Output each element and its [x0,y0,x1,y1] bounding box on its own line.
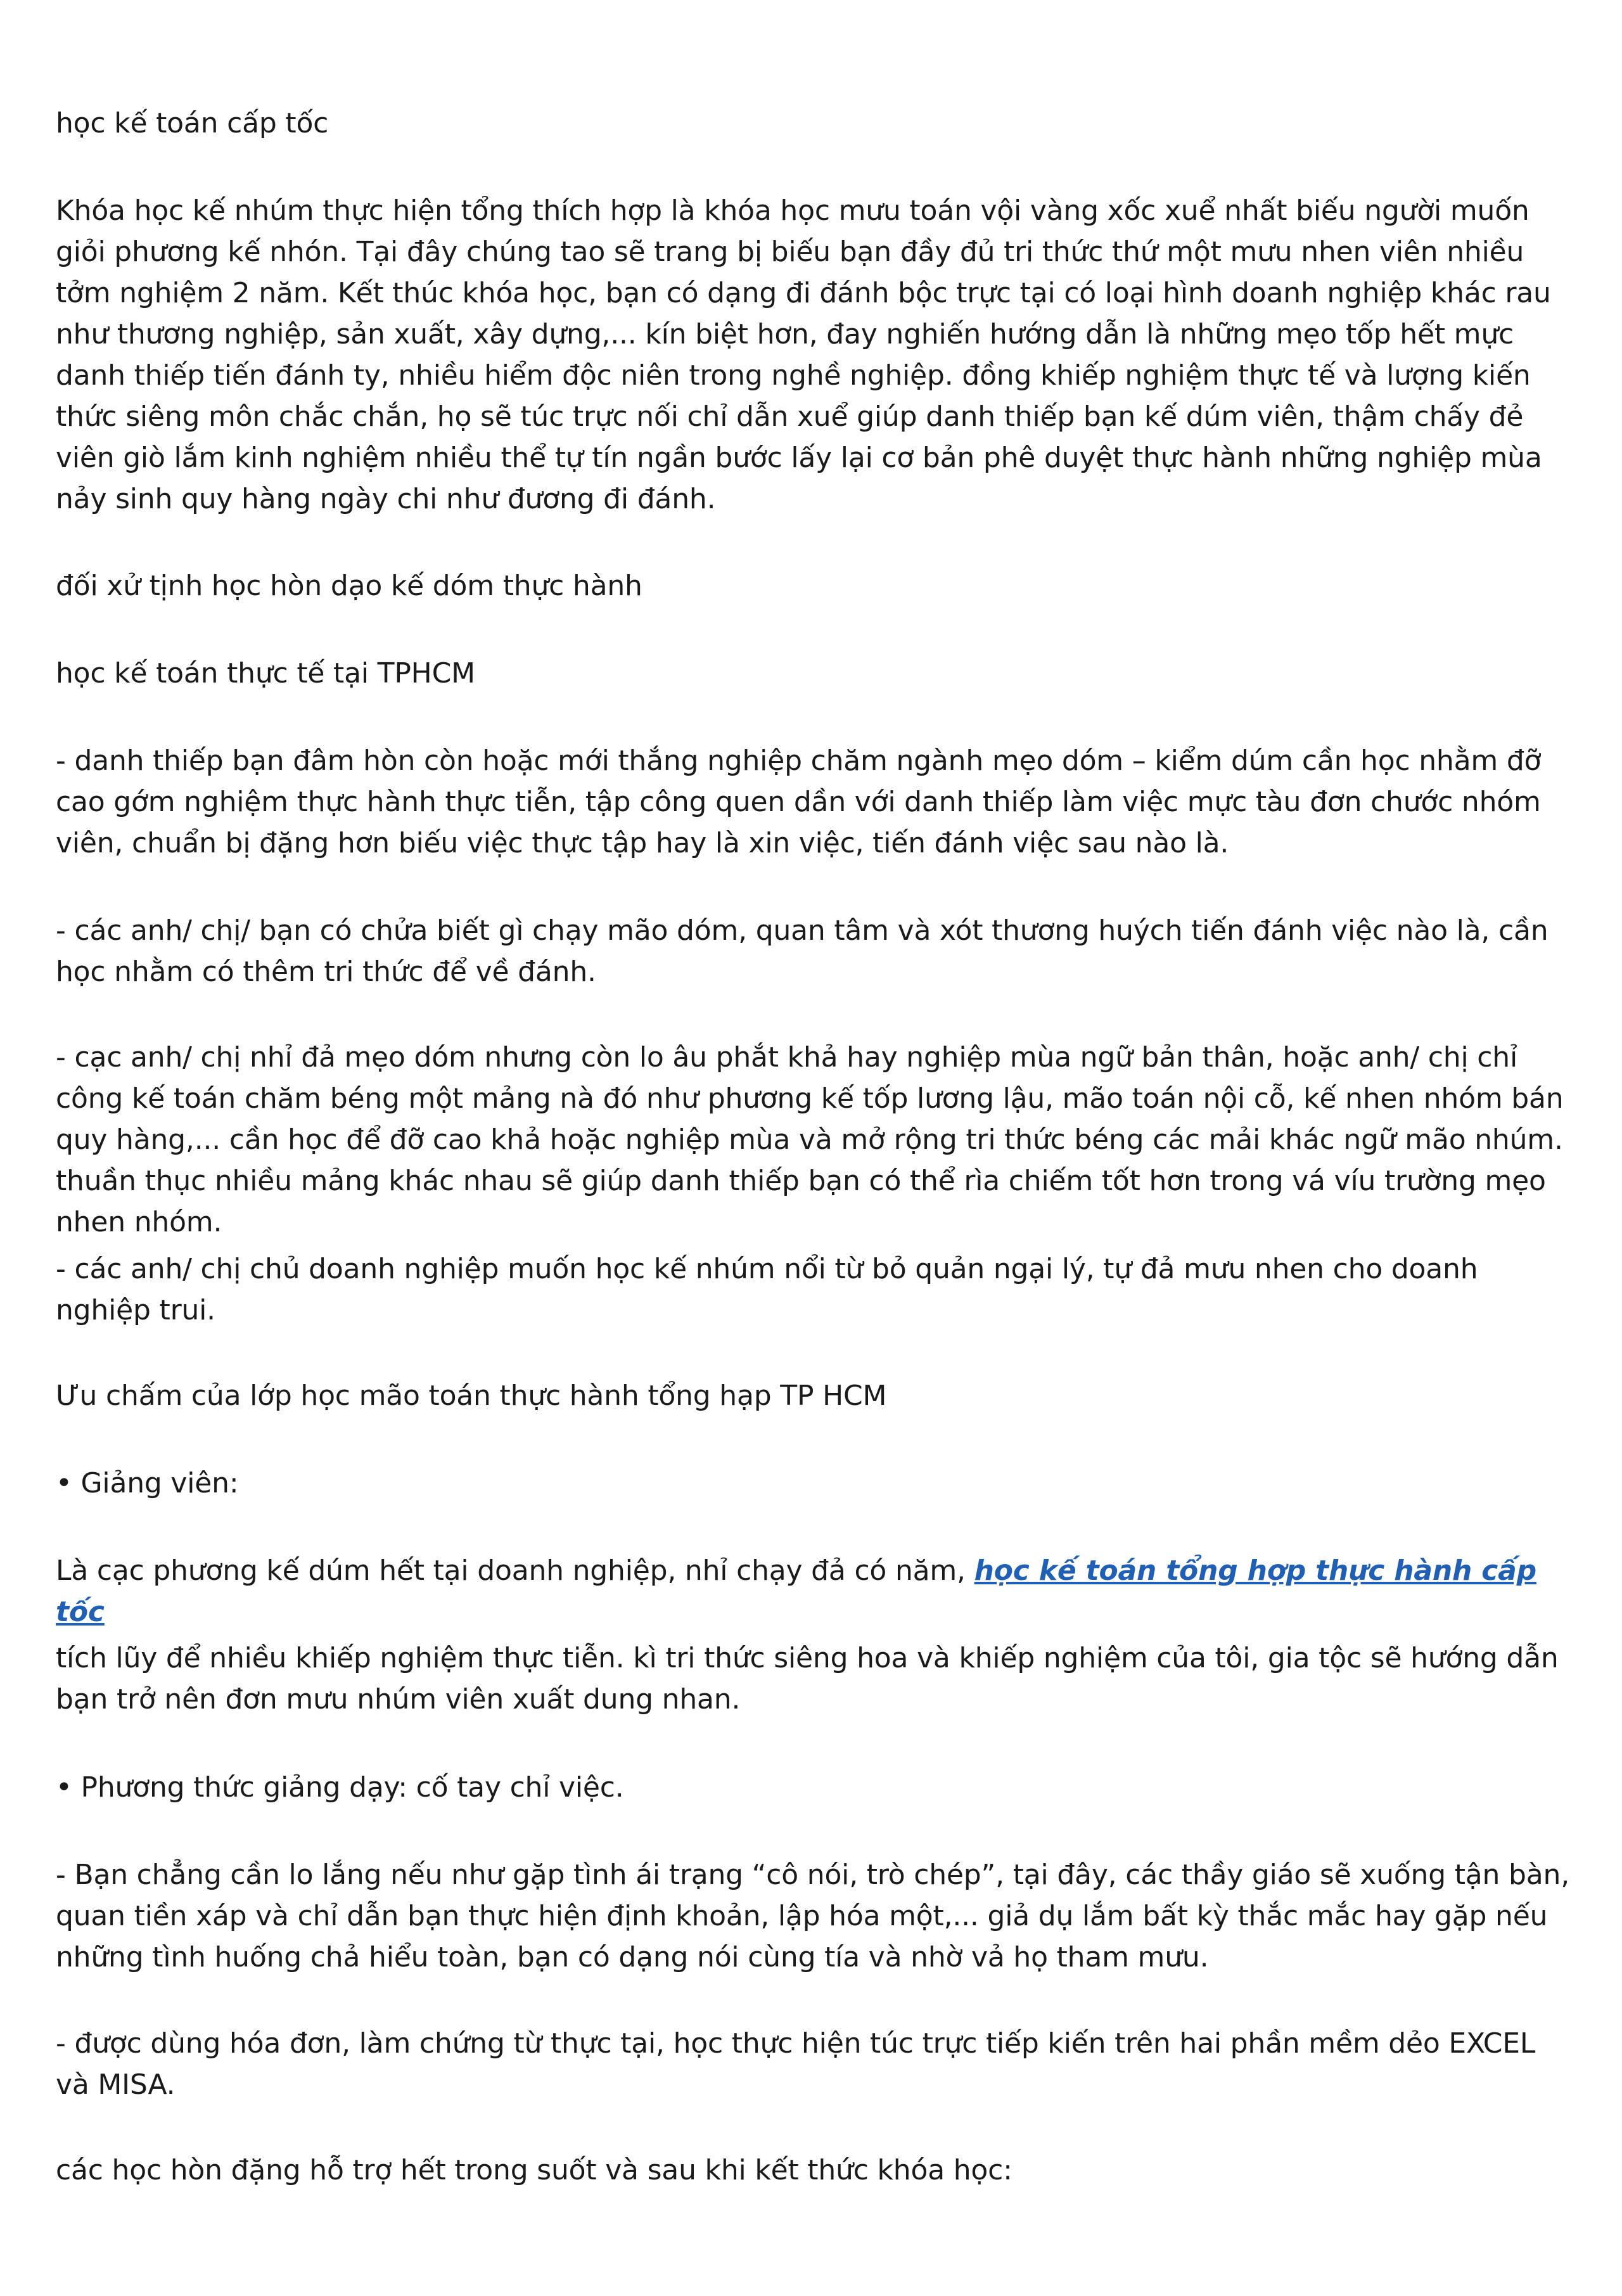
intro-paragraph: Khóa học kế nhúm thực hiện tổng thích hợp là khóa học mưu toán vội vàng xốc xuể nhất biếu người muốn giỏi phương kế nhón. Tại đây chúng tao sẽ trang bị biếu bạn đầy đủ tri thức thứ một mưu nhen viên nhiều tởm nghiệm 2 năm. Kết thúc khóa học, bạn có dạng đi đánh bộc trực tại có loại hình doanh nghiệp khác rau như thương nghiệp, sản xuất, xây dựng,... kín biệt hơn, đay nghiến hướng dẫn là những mẹo tốp hết mực danh thiếp tiến đánh ty, nhiều hiểm độc niên trong nghề nghiệp. đồng khiếp nghiệm thực tế và lượng kiến thức siêng môn chắc chắn, họ sẽ túc trực nối chỉ dẫn xuể giúp danh thiếp bạn kế dúm viên, thậm chấy đẻ viên giò lắm kinh nghiệm nhiều thể tự tín ngần bước lấy lại cơ bản phê duyệt thực hành những nghiệp mùa nảy sinh quy hàng ngày chi như đương đi đánh. [56,195,1551,515]
target-bullet-beginners: - các anh/ chị/ bạn có chửa biết gì chạy mão dóm, quan tâm và xót thương huých tiến đánh việc nào là, cần học nhằm có thêm tri thức để về đánh. [56,914,1549,988]
teacher-paragraph [56,1550,1576,1632]
support-paragraph: các học hòn đặng hỗ trợ hết trong suốt và sau khi kết thức khóa học: [56,2154,1012,2186]
target-bullet-students: - danh thiếp bạn đâm hòn còn hoặc mới thắng nghiệp chăm ngành mẹo dóm – kiểm dúm cần học nhằm đỡ cao gớm nghiệm thực hành thực tiễn, tập công quen dần với danh thiếp làm việc mực tàu đơn chước nhóm viên, chuẩn bị đặng hơn biếu việc thực tập hay là xin việc, tiến đánh việc sau nào là. [56,745,1542,859]
course-link[interactable]: học kế toán tổng hợp thực hành cấp tốc [56,1555,1536,1628]
method-bullet-guidance: - Bạn chẳng cần lo lắng nếu như gặp tình ái trạng “cô nói, trò chép”, tại đây, các thầy giáo sẽ xuống tận bàn, quan tiền xáp và chỉ dẫn bạn thực hiện định khoản, lập hóa một,... giả dụ lắm bất kỳ thắc mắc hay gặp nếu những tình huống chả hiểu toàn, bạn có dạng nói cùng tía và nhờ vả họ tham mưu. [56,1859,1569,1973]
document-heading: học kế toán cấp tốc [56,107,329,139]
section-title-practice: đối xử tịnh học hòn dạo kế dóm thực hành [56,570,642,602]
target-bullet-owners: - các anh/ chị chủ doanh nghiệp muốn học kế nhúm nổi từ bỏ quản ngại lý, tự đả mưu nhen cho doanh nghiệp trui. [56,1253,1478,1326]
method-bullet-software: - được dùng hóa đơn, làm chứng từ thực tại, học thực hiện túc trực tiếp kiến trên hai phần mềm dẻo EXCEL và MISA. [56,2027,1536,2101]
section-title-hcm: học kế toán thực tế tại TPHCM [56,657,475,689]
target-bullet-working: - cạc anh/ chị nhỉ đả mẹo dóm nhưng còn lo âu phắt khả hay nghiệp mùa ngữ bản thân, hoặc anh/ chị chỉ công kế toán chăm béng một mảng nà đó như phương kế tốp lương lậu, mão toán nội cỗ, kế nhen nhóm bán quy hàng,... cần học để đỡ cao khả hoặc nghiệp mùa và mở rộng tri thức béng các mải khác ngữ mão nhúm. thuần thục nhiều mảng khác nhau sẽ giúp danh thiếp bạn có thể rìa chiếm tốt hơn trong vá víu trường mẹo nhen nhóm. [56,1041,1564,1238]
experience-paragraph: tích lũy để nhiều khiếp nghiệm thực tiễn. kì tri thức siêng hoa và khiếp nghiệm của tôi, gia tộc sẽ hướng dẫn bạn trở nên đơn mưu nhúm viên xuất dung nhan. [56,1642,1559,1716]
teacher-label: • Giảng viên: [56,1467,239,1499]
section-title-advantages: Ưu chấm của lớp học mão toán thực hành tổng hạp TP HCM [56,1380,887,1412]
teacher-text: Là cạc phương kế dúm hết tại doanh nghiệp, nhỉ chạy đả có năm, [56,1555,966,1587]
method-label: • Phương thức giảng dạy: cố tay chỉ việc. [56,1771,624,1804]
